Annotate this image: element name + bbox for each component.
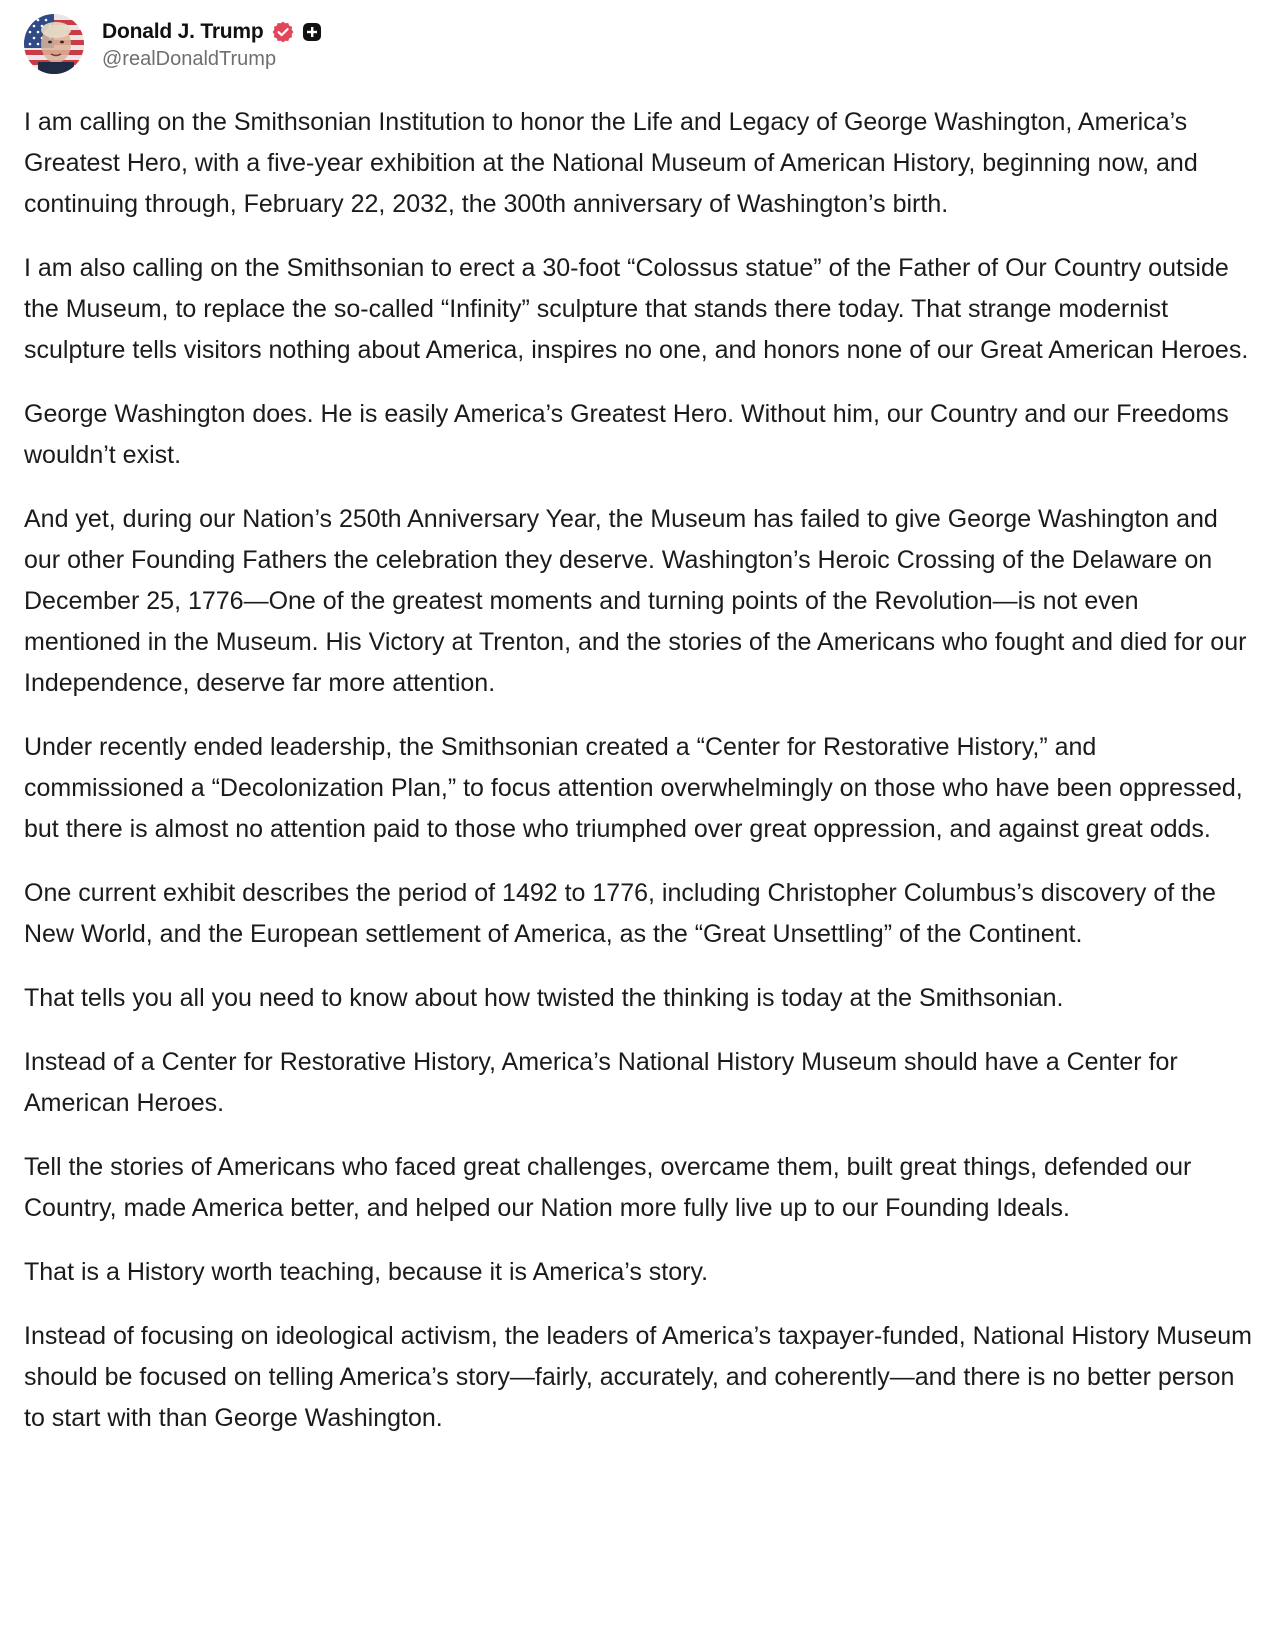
author-display-name[interactable]: Donald J. Trump <box>102 20 264 43</box>
post-header <box>24 12 1260 76</box>
post-paragraph-10: That is a History worth teaching, because it is America’s story. <box>24 1258 709 1286</box>
verified-badge-icon <box>272 21 294 43</box>
post-paragraph-5: Under recently ended leadership, the Smithsonian created a “Center for Restorative History,” and commissioned a “Decolonization Plan,” to focus attention overwhelmingly on those who have been oppressed, but there is almost no attention paid to those who triumphed over great oppression, and against great odds. <box>24 733 1243 843</box>
post-paragraph-4: And yet, during our Nation’s 250th Anniversary Year, the Museum has failed to give George Washington and our other Founding Fathers the celebration they deserve. Washington’s Heroic Crossing of the Delaware on December 25, 1776—One of the greatest moments and turning points of the Revolution—is not even mentioned in the Museum. His Victory at Trenton, and the stories of the Americans who fought and died for our Independence, deserve far more attention. <box>24 505 1247 697</box>
post-paragraph-9: Tell the stories of Americans who faced great challenges, overcame them, built great things, defended our Country, made America better, and helped our Nation more fully live up to our Founding Ideals. <box>24 1153 1192 1222</box>
post <box>24 12 1260 1462</box>
name-row <box>102 17 322 47</box>
avatar[interactable] <box>24 14 84 74</box>
post-paragraph-7: That tells you all you need to know about how twisted the thinking is today at the Smithsonian. <box>24 984 1064 1012</box>
author-handle[interactable]: @realDonaldTrump <box>102 48 277 70</box>
post-body <box>24 102 1260 1439</box>
post-paragraph-1: I am calling on the Smithsonian Institution to honor the Life and Legacy of George Washington, America’s Greatest Hero, with a five-year exhibition at the National Museum of American History, beginning now, and continuing through, February 22, 2032, the 300th anniversary of Washington’s birth. <box>24 108 1198 218</box>
post-paragraph-3: George Washington does. He is easily America’s Greatest Hero. Without him, our Country and our Freedoms wouldn’t exist. <box>24 400 1229 469</box>
plus-badge-icon <box>302 22 322 42</box>
post-paragraph-8: Instead of a Center for Restorative History, America’s National History Museum should have a Center for American Heroes. <box>24 1048 1178 1117</box>
avatar-flag-portrait-icon <box>24 14 84 74</box>
post-paragraph-2: I am also calling on the Smithsonian to erect a 30-foot “Colossus statue” of the Father of Our Country outside the Museum, to replace the so-called “Infinity” sculpture that stands there today. That strange modernist sculpture tells visitors nothing about America, inspires no one, and honors none of our Great American Heroes. <box>24 254 1249 364</box>
post-paragraph-6: One current exhibit describes the period of 1492 to 1776, including Christopher Columbus’s discovery of the New World, and the European settlement of America, as the “Great Unsettling” of the Continent. <box>24 879 1216 948</box>
post-paragraph-11: Instead of focusing on ideological activism, the leaders of America’s taxpayer-funded, National History Museum should be focused on telling America’s story—fairly, accurately, and coherently—and there is no better person to start with than George Washington. <box>24 1322 1252 1432</box>
author-identity <box>102 17 322 71</box>
